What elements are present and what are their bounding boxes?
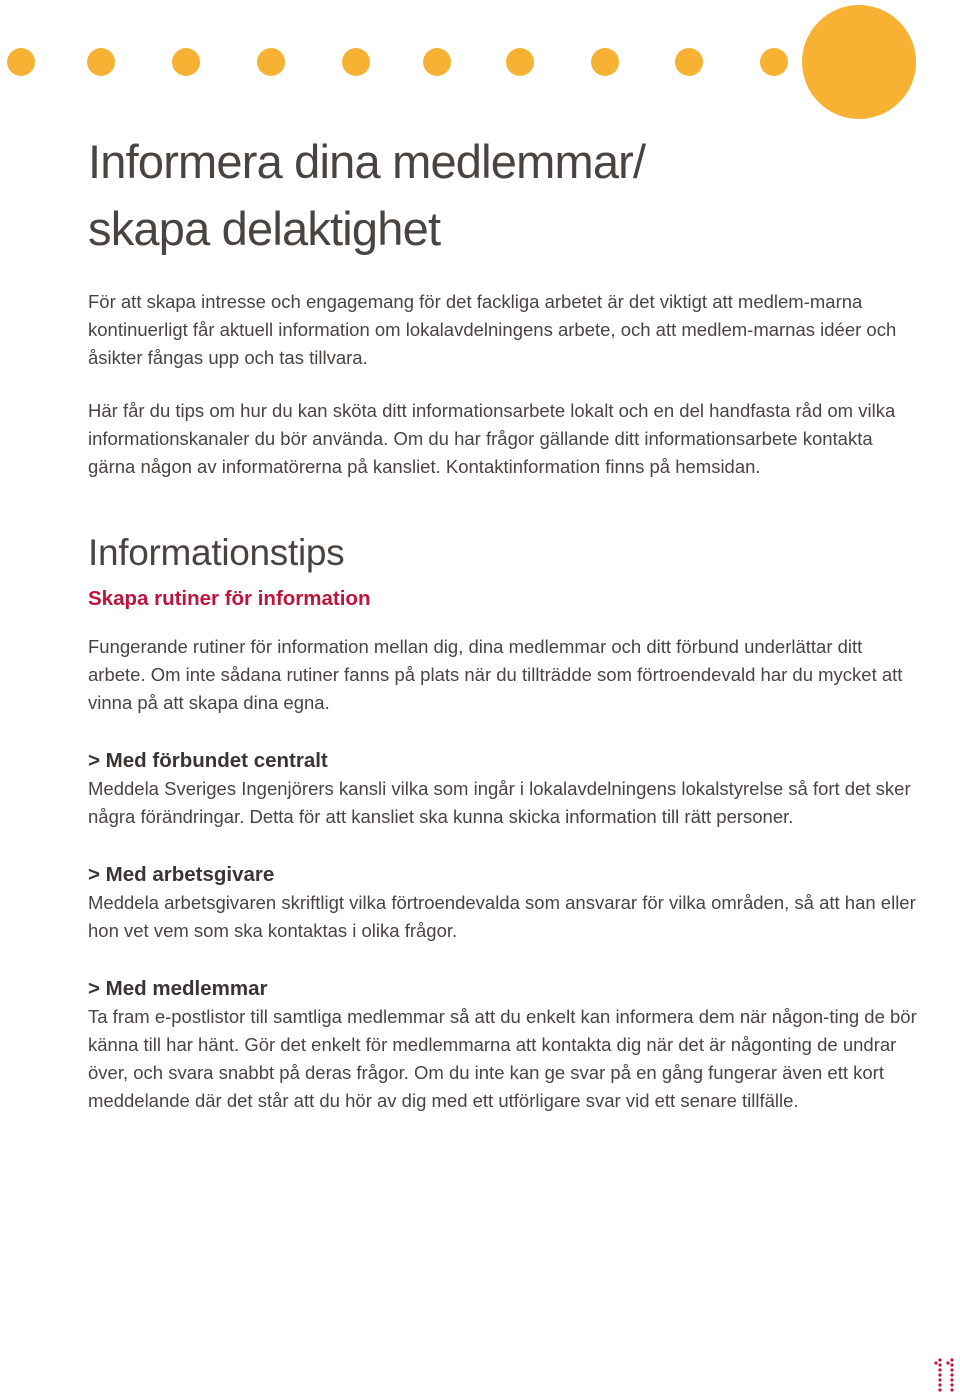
page-title-line-1: Informera dina medlemmar/ [88,135,646,188]
tips-paragraph: Fungerande rutiner för information mellan dig, dina medlemmar och ditt förbund underlättar ditt arbete. Om inte sådana rutiner fanns på plats när du tillträdde som förtroendevald har du mycket att vinna på att skapa dina egna. [88,636,903,713]
page-number-dot [934,1361,937,1364]
page-number-dot [938,1373,941,1376]
page-number-dot [950,1363,953,1366]
page-title-line-2: skapa delaktighet [88,202,441,255]
decorative-dot [172,48,200,76]
page-number-dots [934,1358,953,1391]
decorative-dot [423,48,451,76]
decorative-dot [342,48,370,76]
decorative-dot [760,48,788,76]
page-number-dot [938,1388,941,1391]
decorative-dot [506,48,534,76]
intro-paragraph-1: För att skapa intresse och engagemang för det fackliga arbetet är det viktigt att medlem-marna kontinuerligt får aktuell information om lokalavdelningens arbete, och att medlem-marnas idéer och åsikter fångas upp och tas tillvara. [88,291,897,368]
page-number [934,1356,958,1394]
item-text-medlemmar: Ta fram e-postlistor till samtliga medlemmar så att du enkelt kan informera dem när någon-ting de bör känna till har hänt. Gör det enkelt för medlemmarna att kontakta dig när det är någonting de undrar över, och svara snabbt på deras frågor. Om du inte kan ge svar på en gång fungerar även ett kort meddelande där det står att du hör av dig med ett utförligare svar vid ett senare tillfälle. [88,1006,917,1111]
page-number-dot [938,1358,941,1361]
section-subheading: Skapa rutiner för information [88,587,371,610]
decorative-large-dot [802,5,916,119]
decorative-dot [257,48,285,76]
page-number-dot [938,1363,941,1366]
intro-paragraph-2: Här får du tips om hur du kan sköta ditt informationsarbete lokalt och en del handfasta råd om vilka informationskanaler du bör använda. Om du har frågor gällande ditt informationsarbete kontakta gärna någon av informatörerna på kansliet. Kontaktinformation finns på hemsidan. [88,400,896,477]
section-heading: Informationstips [88,532,345,573]
item-text-arbetsgivare: Meddela arbetsgivaren skriftligt vilka förtroendevalda som ansvarar för vilka områden, så att han eller hon vet vem som ska kontaktas i olika frågor. [88,892,916,941]
decorative-dot [591,48,619,76]
page-number-dot [938,1368,941,1371]
decorative-dot [675,48,703,76]
decorative-dot [7,48,35,76]
page-number-dot [950,1358,953,1361]
decorative-dot [87,48,115,76]
page-number-dot [950,1368,953,1371]
page-title [88,128,918,262]
page-number-dot [938,1378,941,1381]
page-content [88,128,918,1115]
item-heading-medlemmar: > Med medlemmar [88,977,268,1000]
page-number-dot [950,1378,953,1381]
page-number-dot [938,1383,941,1386]
page-number-dot [950,1373,953,1376]
page-number-dot [950,1388,953,1391]
page-number-dot [950,1383,953,1386]
item-heading-forbundet: > Med förbundet centralt [88,749,328,772]
item-heading-arbetsgivare: > Med arbetsgivare [88,863,275,886]
page-number-dot [946,1361,949,1364]
item-text-forbundet: Meddela Sveriges Ingenjörers kansli vilka som ingår i lokalavdelningens lokalstyrelse så fort det sker några förändringar. Detta för att kansliet ska kunna skicka information till rätt personer. [88,778,911,827]
